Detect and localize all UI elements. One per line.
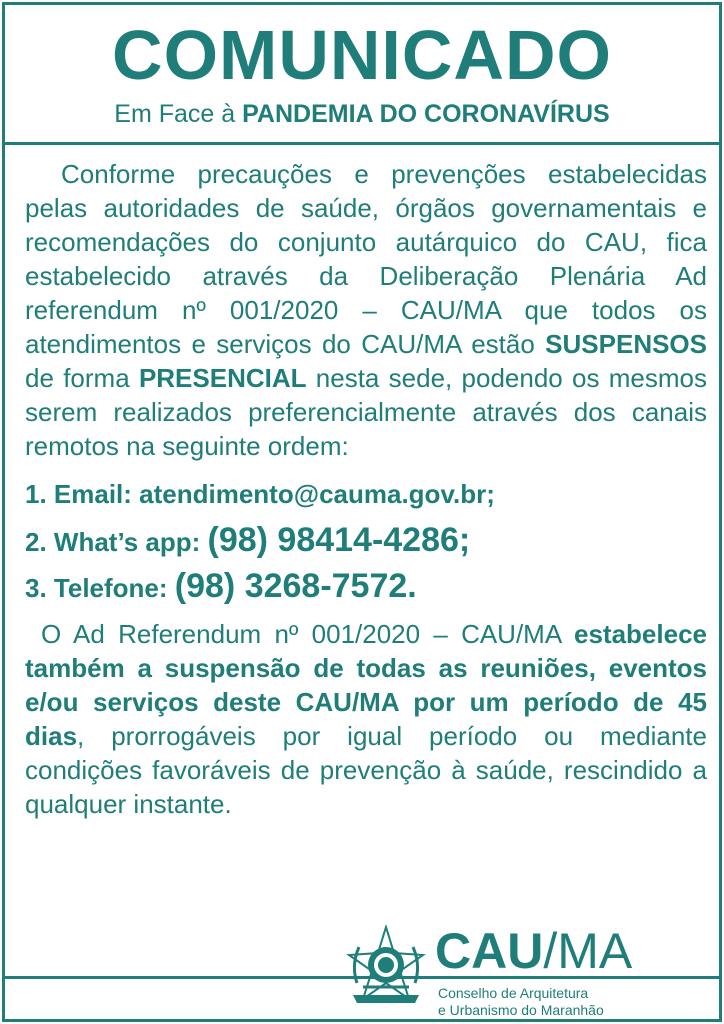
contact-item-email <box>25 471 707 517</box>
notice-frame <box>2 2 722 1022</box>
cau-ma-logo <box>435 923 675 979</box>
logo-caption-line1: Conselho de Arquitetura <box>438 985 589 1001</box>
email-value: atendimento@cauma.gov.br; <box>139 479 495 509</box>
header <box>5 5 719 145</box>
logo-separator: / <box>543 923 558 979</box>
subtitle-prefix: Em Face à <box>114 100 243 128</box>
paragraph-referendum-text-a: O Ad Referendum nº 001/2020 – CAU/MA <box>41 619 575 649</box>
paragraph-intro-bold-presencial: PRESENCIAL <box>138 363 307 393</box>
paragraph-referendum-bold: estabelece também a suspensão de todas as reuniões, eventos e/ou serviços deste CAU/MA por um período de 45 dias <box>25 619 707 751</box>
paragraph-intro-text-b: de forma <box>25 363 139 393</box>
paragraph-referendum <box>25 617 707 821</box>
paragraph-intro-bold-suspensos: SUSPENSOS <box>545 329 707 359</box>
notice-body <box>25 157 707 821</box>
contact-list <box>25 471 707 609</box>
subtitle <box>5 98 719 130</box>
paragraph-referendum-text-b: , prorrogáveis por igual período ou mediante condições favoráveis de prevenção à saúde, rescindido a qualquer instante. <box>25 721 707 819</box>
whatsapp-value: (98) 98414-4286; <box>207 521 471 559</box>
logo-ma: MA <box>557 923 633 979</box>
logo-cau: CAU <box>435 923 544 979</box>
paragraph-intro-text-a: Conforme precauções e prevenções estabelecidas pelas autoridades de saúde, órgãos governamentais e recomendações do conjunto autárquico do CAU, fica estabelecido através da Deliberação Plenária Ad referendum nº 001/2020 – CAU/MA que todos os atendimentos e serviços do CAU/MA estão <box>25 159 707 359</box>
contact-item-telefone <box>25 563 707 609</box>
page-title: COMUNICADO <box>112 16 612 94</box>
logo-caption <box>438 985 604 1019</box>
telefone-value: (98) 3268-7572. <box>174 567 417 605</box>
contact-item-whatsapp <box>25 517 707 563</box>
contact-label: 1. Email: <box>25 479 140 509</box>
logo-caption-line2: e Urbanismo do Maranhão <box>438 1002 604 1018</box>
contact-label: 2. What’s app: <box>25 527 208 557</box>
paragraph-intro-text-c: nesta sede, podendo os mesmos serem realizados preferencialmente através dos canais remotos na seguinte ordem: <box>25 363 708 461</box>
subtitle-bold: PANDEMIA DO CORONAVÍRUS <box>242 100 610 128</box>
paragraph-intro <box>25 157 707 463</box>
brazil-coat-of-arms-icon <box>343 925 429 1009</box>
contact-label: 3. Telefone: <box>25 573 175 603</box>
